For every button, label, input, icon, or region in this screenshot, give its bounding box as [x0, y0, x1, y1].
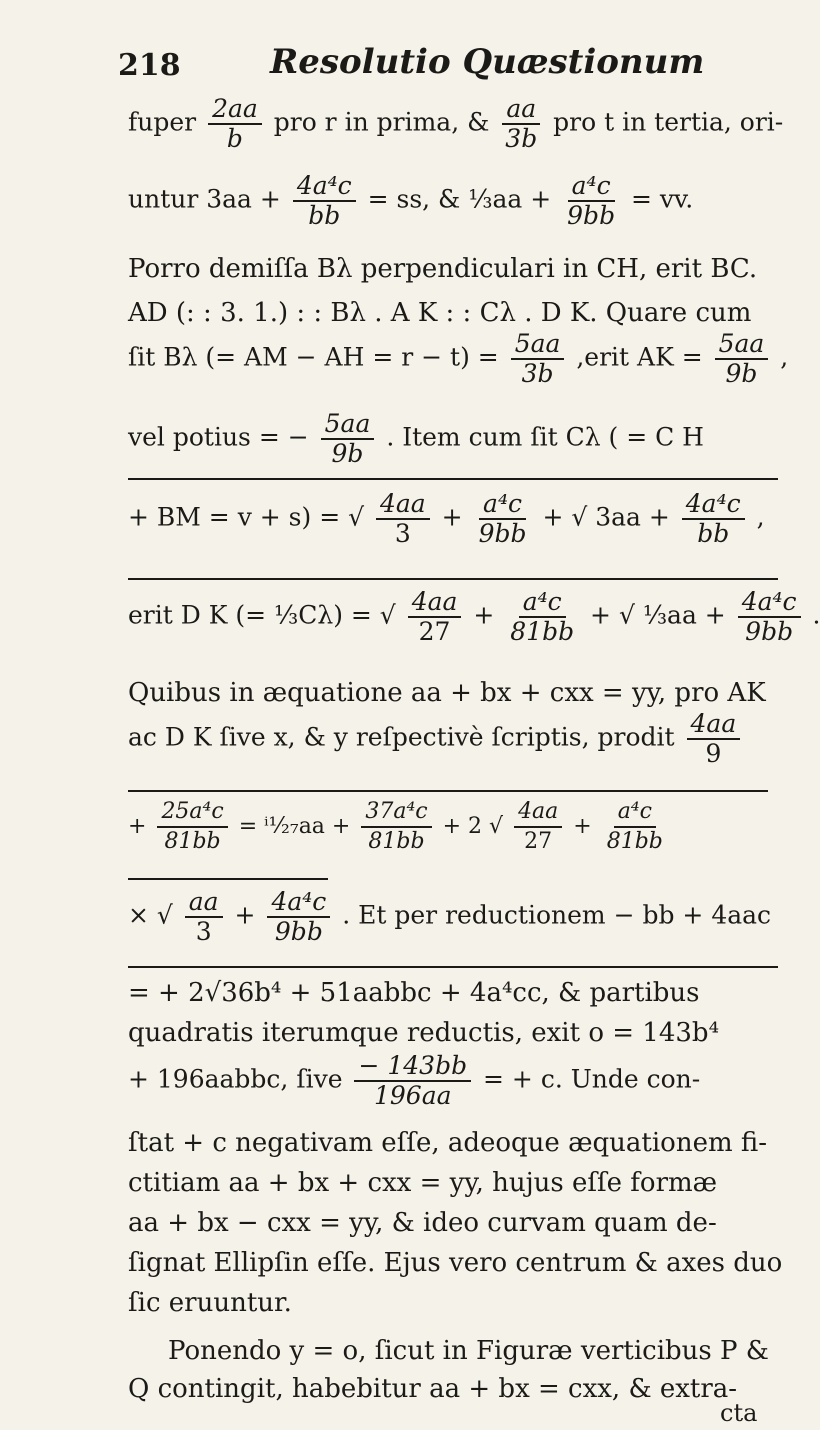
math-line-11 — [128, 798, 788, 856]
denominator: 9b — [725, 359, 758, 388]
math-line-5 — [128, 330, 788, 388]
numerator: 4a⁴c — [682, 490, 745, 520]
text-plus: + — [441, 502, 463, 532]
text-vv: = vv. — [631, 184, 694, 214]
math-line-6 — [128, 410, 788, 468]
numerator: a⁴c — [568, 172, 615, 202]
fraction-4aa-3 — [376, 490, 430, 548]
text-plus-2-sqrt: + 2 √ — [442, 814, 504, 839]
fraction-4aa-9 — [687, 710, 741, 768]
text-plus: + — [473, 600, 495, 630]
denominator: 9bb — [745, 617, 794, 646]
math-line-12 — [128, 888, 788, 946]
numerator: 4a⁴c — [738, 588, 801, 618]
fraction-4a4c-bb — [293, 172, 356, 230]
text-comma: , — [756, 502, 765, 532]
numerator: 4aa — [376, 490, 430, 520]
numerator: 4a⁴c — [293, 172, 356, 202]
text-sqrt-3aa: + √ 3aa + — [542, 502, 670, 532]
fraction-25a4c-81bb — [157, 798, 227, 856]
rule-5 — [128, 966, 778, 968]
text-plus: + — [573, 814, 592, 839]
math-line-1 — [128, 95, 788, 153]
numerator: 4aa — [514, 798, 562, 828]
text-unde-con: = + c. Unde con- — [483, 1064, 701, 1094]
denominator: 27 — [524, 829, 553, 854]
text-line-9: Quibus in æquatione aa + bx + cxx = yy, pro AK — [128, 678, 766, 708]
denominator: bb — [697, 519, 730, 548]
fraction-4a4c-9bb — [738, 588, 801, 646]
denominator: 81bb — [606, 829, 663, 854]
numerator: 5aa — [715, 330, 769, 360]
denominator: 81bb — [510, 617, 575, 646]
text-line-16: ſtat + c negativam eſſe, adeoque æquationem fi- — [128, 1128, 768, 1158]
denominator: 9 — [705, 739, 722, 768]
text-sqrt-third-aa: + √ ⅓aa + — [590, 600, 726, 630]
text-line-18: aa + bx − cxx = yy, & ideo curvam quam de- — [128, 1208, 717, 1238]
math-line-15 — [128, 1052, 788, 1110]
denominator: 3b — [505, 124, 538, 153]
numerator: 4a⁴c — [267, 888, 330, 918]
fraction-a4c-9bb — [475, 490, 531, 548]
text-untur: untur 3aa + — [128, 184, 281, 214]
text-pro-r: pro r in prima, & — [273, 107, 490, 137]
catchword: cta — [720, 1399, 758, 1427]
numerator: aa — [185, 888, 223, 918]
text-line-4: AD (: : 3. 1.) : : Bλ . A K : : Cλ . D K. Quare cum — [128, 298, 752, 328]
numerator: 4aa — [687, 710, 741, 740]
numerator: a⁴c — [479, 490, 526, 520]
math-line-2 — [128, 172, 788, 230]
text-ac-dk: ac D K ſive x, & y reſpectivè ſcriptis, prodit — [128, 722, 675, 752]
numerator: − 143bb — [354, 1052, 471, 1082]
numerator: 5aa — [511, 330, 565, 360]
denominator: 3b — [521, 359, 554, 388]
text-times-sqrt: × √ — [128, 900, 173, 930]
numerator: a⁴c — [519, 588, 566, 618]
denominator: 27 — [418, 617, 451, 646]
numerator: aa — [502, 95, 540, 125]
text-196aabbc: + 196aabbc, ſive — [128, 1064, 343, 1094]
fraction-4aa-27 — [514, 798, 562, 856]
denominator: 81bb — [368, 829, 425, 854]
denominator: 9bb — [567, 201, 616, 230]
text-line-14: quadratis iterumque reductis, exit o = 143b⁴ — [128, 1018, 719, 1048]
denominator: 9b — [331, 439, 364, 468]
rule-3 — [128, 790, 768, 792]
numerator: 37a⁴c — [361, 798, 431, 828]
text-pro-t: pro t in tertia, ori- — [553, 107, 784, 137]
text-comma: , — [780, 342, 789, 372]
fraction-4a4c-bb — [682, 490, 745, 548]
fraction-5aa-9b — [715, 330, 769, 388]
text-et-per-reductionem: . Et per reductionem − bb + 4aac — [342, 900, 772, 930]
text-sit-ba: ſit Bλ (= AM − AH = r − t) = — [128, 342, 499, 372]
denominator: 9bb — [274, 917, 323, 946]
text-line-3: Porro demiſſa Bλ perpendiculari in CH, erit BC. — [128, 254, 758, 284]
fraction-143bb-196aa — [354, 1052, 471, 1110]
fraction-37a4c-81bb — [361, 798, 431, 856]
fraction-4aa-27 — [408, 588, 462, 646]
fraction-aa-3b — [501, 95, 541, 153]
denominator: bb — [308, 201, 341, 230]
text-erit-dk: erit D K (= ⅓Cλ) = √ — [128, 600, 396, 630]
text-eq-aa: = ⁱ¹⁄₂₇aa + — [238, 814, 351, 839]
text-plus: + — [128, 814, 147, 839]
rule-4 — [128, 878, 328, 880]
numerator: 2aa — [208, 95, 262, 125]
denominator: b — [226, 124, 243, 153]
text-plus: + — [234, 900, 256, 930]
fraction-a4c-9bb — [563, 172, 619, 230]
text-line-13: = + 2√36b⁴ + 51aabbc + 4a⁴cc, & partibus — [128, 978, 700, 1008]
text-period: . — [812, 600, 820, 630]
fraction-2aa-b — [208, 95, 262, 153]
fraction-aa-3 — [185, 888, 223, 946]
text-line-21: Ponendo y = o, ſicut in Figuræ verticibus P & — [168, 1336, 769, 1366]
math-line-7 — [128, 490, 788, 548]
fraction-5aa-3b — [511, 330, 565, 388]
numerator: 25a⁴c — [157, 798, 227, 828]
fraction-5aa-9b-neg — [321, 410, 375, 468]
fraction-a4c-81bb — [506, 588, 578, 646]
text-erit-ak: ,erit AK = — [576, 342, 703, 372]
denominator: 9bb — [478, 519, 527, 548]
text-bm: + BM = v + s) = √ — [128, 502, 365, 532]
text-vel-potius: vel potius = − — [128, 422, 309, 452]
denominator: 81bb — [164, 829, 221, 854]
rule-2 — [128, 578, 778, 580]
rule-1 — [128, 478, 778, 480]
text-line-22: Q contingit, habebitur aa + bx = cxx, & extra- — [128, 1374, 738, 1404]
math-line-8 — [128, 587, 820, 646]
numerator: 4aa — [408, 588, 462, 618]
page-number: 218 — [118, 48, 181, 83]
fraction-a4c-81bb — [603, 798, 667, 856]
text-line-20: ſic eruuntur. — [128, 1288, 292, 1318]
denominator: 3 — [195, 917, 212, 946]
denominator: 3 — [394, 519, 411, 548]
text-line-19: ſignat Ellipſin eſſe. Ejus vero centrum & axes duo — [128, 1248, 783, 1278]
math-line-10 — [128, 710, 788, 768]
denominator: 196aa — [374, 1081, 452, 1110]
numerator: 5aa — [321, 410, 375, 440]
running-title: Resolutio Quæstionum — [270, 42, 705, 82]
numerator: a⁴c — [614, 798, 656, 828]
text-line-17: ctitiam aa + bx + cxx = yy, hujus eſſe formæ — [128, 1168, 718, 1198]
fraction-4a4c-9bb — [267, 888, 330, 946]
text-item-cum: . Item cum ſit Cλ ( = C H — [386, 422, 704, 452]
text-fuper: fuper — [128, 107, 197, 137]
text-ss: = ss, & ⅓aa + — [367, 184, 552, 214]
